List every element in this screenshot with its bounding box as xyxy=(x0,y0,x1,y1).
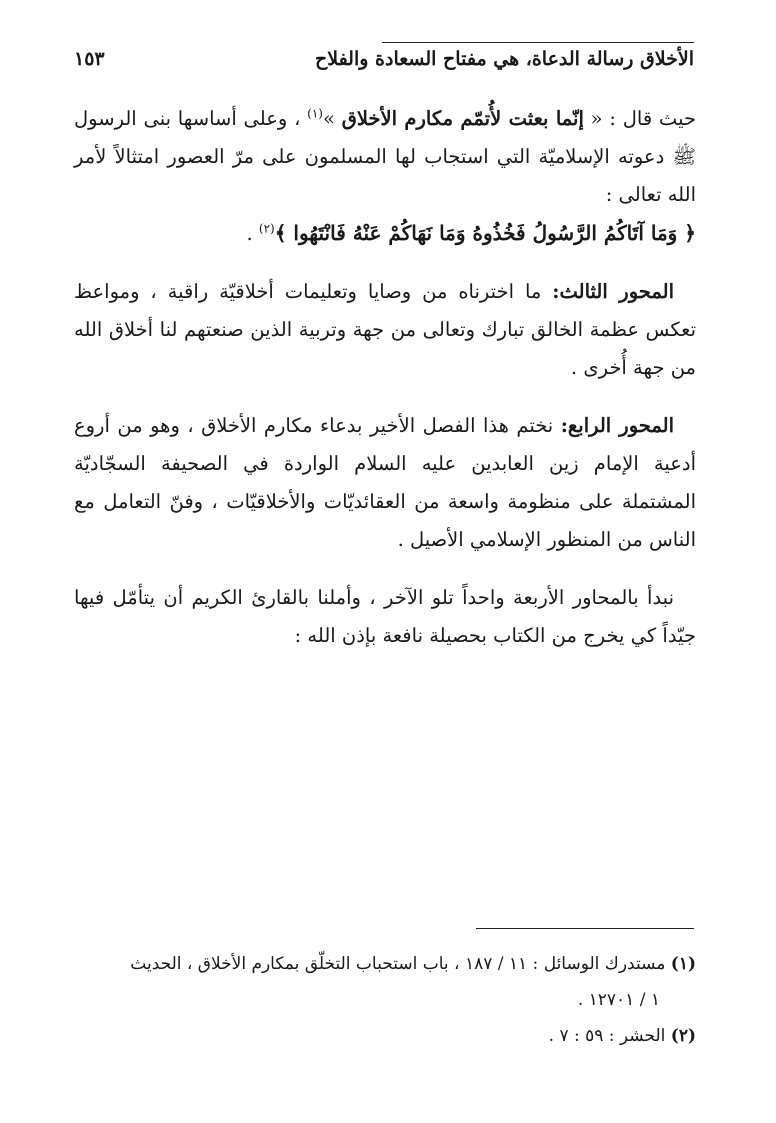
footnote-2-line1: الحشر : ٥٩ : ٧ . xyxy=(548,1026,666,1046)
header-rule xyxy=(382,42,694,43)
paragraph-4 xyxy=(74,579,696,655)
body-text xyxy=(74,100,696,675)
footnote-2 xyxy=(74,1018,696,1054)
axis-three-heading: المحور الثالث: xyxy=(552,280,674,303)
quran-verse: ﴿ وَمَا آتَاكُمُ الرَّسُولُ فَخُذُوهُ وَمَا نَهَاكُمْ عَنْهُ فَانْتَهُوا ﴾ xyxy=(274,221,696,245)
axis-four-text: نختم هذا الفصل الأخير بدعاء مكارم الأخلاق ، وهو من أروع أدعية الإمام زين العابدين عليه السلام الواردة في الصحيفة السجّاديّة المشتملة على منظومة واسعة من العقائديّات والأخلاقيّات ، وفنّ التعامل مع الناس من المنظور الإسلامي الأصيل . xyxy=(74,414,696,551)
hadith-quote: إنّما بعثت لأُتمّم مكارم الأخلاق xyxy=(341,107,584,130)
paragraph-3 xyxy=(74,407,696,559)
footnote-1 xyxy=(74,946,696,982)
footnote-1-number: (١) xyxy=(670,954,696,974)
p1-text-start: حيث قال : « xyxy=(583,107,697,130)
running-title: الأخلاق رسالة الدعاة، هي مفتاح السعادة والفلاح xyxy=(314,48,694,70)
page-header xyxy=(74,42,694,82)
axis-three-text: ما اخترناه من وصايا وتعليمات أخلاقيّة راقية ، ومواعظ تعكس عظمة الخالق تبارك وتعالى من جهة وتربية الذين صنعتهم لنا أخلاق الله من جهة أُخرى . xyxy=(74,280,696,379)
p1-text-rest: ، وعلى أساسها بنى الرسول ﷺ دعوته الإسلاميّة التي استجاب لها المسلمون على مرّ العصور امتثالاً لأمر الله تعالى : xyxy=(74,107,696,206)
footnote-rule xyxy=(476,928,694,929)
closing-text: نبدأ بالمحاور الأربعة واحداً تلو الآخر ، وأملنا بالقارئ الكريم أن يتأمّل فيها جيّداً كي يخرج من الكتاب بحصيلة نافعة بإذن الله : xyxy=(74,586,696,647)
footnotes xyxy=(74,946,696,1054)
footnote-1-continuation xyxy=(74,982,696,1018)
page-number: ١٥٣ xyxy=(74,48,105,70)
footnote-2-number: (٢) xyxy=(670,1026,696,1046)
p1-quote-close: » xyxy=(322,107,342,130)
footnote-ref-2: (٢) xyxy=(258,221,275,236)
paragraph-1 xyxy=(74,100,696,253)
paragraph-2 xyxy=(74,273,696,387)
footnote-1-line2: ١ / ١٢٧٠١ . xyxy=(577,990,660,1010)
p1-text-end: . xyxy=(246,222,259,245)
footnote-1-line1: مستدرك الوسائل : ١١ / ١٨٧ ، باب استحباب التخلّق بمكارم الأخلاق ، الحديث xyxy=(130,954,666,974)
axis-four-heading: المحور الرابع: xyxy=(560,414,674,437)
footnote-ref-1: (١) xyxy=(307,106,323,121)
